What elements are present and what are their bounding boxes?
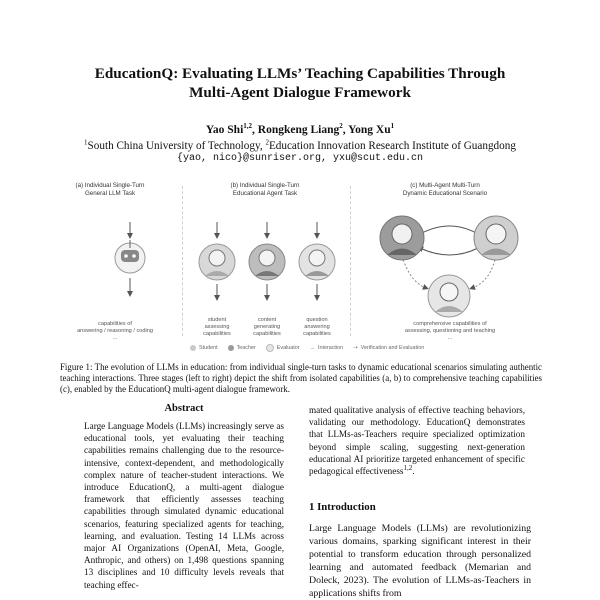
section-heading-introduction: 1 Introduction bbox=[309, 501, 376, 513]
legend-teacher: Teacher bbox=[228, 345, 256, 351]
panel-b-title: (b) Individual Single-Turn Educational Agent Task bbox=[230, 182, 300, 197]
student-avatar-icon bbox=[474, 216, 518, 260]
evaluator-avatar-icon bbox=[428, 275, 470, 317]
robot-icon bbox=[115, 240, 145, 273]
affil-sup: 2 bbox=[265, 138, 269, 147]
panel-c-caption: comprehensive capabilities of assessing, questioning and teaching ... bbox=[404, 321, 496, 341]
author-sup: 1 bbox=[390, 122, 395, 131]
legend-verification: ⇢ Verification and Evaluation bbox=[353, 345, 425, 351]
teacher-avatar-icon bbox=[380, 216, 424, 260]
abstract-heading: Abstract bbox=[164, 403, 204, 414]
evaluator-avatar-icon bbox=[299, 244, 335, 280]
legend-evaluator: Evaluator bbox=[266, 344, 300, 352]
panel-b-caption-3: question answering capabilities bbox=[303, 317, 331, 337]
panel-a-drawing bbox=[115, 222, 145, 294]
student-avatar-icon bbox=[199, 244, 235, 280]
right-column bbox=[309, 404, 525, 477]
affiliations bbox=[0, 139, 600, 153]
paper-title bbox=[0, 64, 600, 102]
legend-student: Student bbox=[190, 345, 218, 351]
author-emails: {yao, nico}@sunriser.org, yxu@scut.edu.cn bbox=[176, 153, 424, 164]
legend-interaction: → Interaction bbox=[309, 345, 344, 351]
affiliation: South China University of Technology, bbox=[87, 140, 266, 152]
panel-c-drawing bbox=[380, 216, 518, 317]
panel-a-caption: capabilities of answering / reasoning / coding ... bbox=[77, 321, 153, 341]
panel-b-caption-2: content generating capabilities bbox=[253, 317, 281, 337]
figure-drawing bbox=[40, 178, 565, 338]
abstract-column bbox=[84, 403, 284, 591]
panel-b-caption-1: student assessing capabilities bbox=[203, 317, 231, 337]
panel-b-drawing bbox=[199, 222, 335, 298]
figure-legend bbox=[190, 344, 450, 352]
author-list: Yao Shi$^{1,2}$, Rongkeng Liang$^2$, Yong Xu$^1$ bbox=[205, 122, 395, 136]
title-line-1: EducationQ: Evaluating LLMs’ Teaching Capabilities Through bbox=[94, 65, 506, 82]
teacher-avatar-icon bbox=[249, 244, 285, 280]
figure-1 bbox=[40, 178, 565, 358]
affiliation: Education Innovation Research Institute of Guangdong bbox=[268, 140, 516, 152]
introduction-text: Large Language Models (LLMs) are revolutionizing various domains, sparking significant interest in their potential to transform education through personalized learning and automated feedback (Memarian and Doleck, 2023). The evolution of LLMs-as-Teachers in applications shifts from bbox=[309, 523, 531, 599]
figure-caption: Figure 1: The evolution of LLMs in education: from individual single-turn tasks to dynamic educational scenarios simulating authentic teaching interactions. Three stages (left to right) depict the shift from isolated capabilities (a, b) to comprehensive teaching capabilities (c), enabled by the EducationQ multi-agent dialogue framework. bbox=[60, 362, 542, 395]
author-name: Yao Shi bbox=[205, 124, 244, 136]
author-sup: 2 bbox=[339, 122, 343, 131]
panel-c-title: (c) Multi-Agent Multi-Turn Dynamic Educational Scenario bbox=[402, 182, 488, 197]
affil-sup: 1 bbox=[84, 138, 88, 147]
panel-a-title: (a) Individual Single-Turn General LLM Task bbox=[75, 182, 145, 197]
title-line-2: Multi-Agent Dialogue Framework bbox=[189, 84, 411, 101]
author-sup: 1,2 bbox=[243, 122, 253, 131]
right-column-text: mated qualitative analysis of effective teaching behaviors, validating our methodology. EducationQ demonstrates that LLMs-as-Teachers require specialized optimization beyond simple scaling, suggesting next-generation educational AI prioritize targeted enhancement of specific pedagogical effectiveness$^{1,2}$. bbox=[309, 405, 525, 477]
author-name: Yong Xu bbox=[348, 124, 391, 136]
abstract-text: Large Language Models (LLMs) increasingly serve as educational tools, yet evaluating their teaching capabilities remains challenging due to the resource-intensive, context-dependent, and methodologically complex nature of teacher-student interactions. We introduce EducationQ, a multi-agent dialogue framework that efficiently assesses teaching capabilities through simulated dynamic educational scenarios, featuring specialized agents for teaching, learning, and evaluation. Testing 14 LLMs across major AI Organizations (OpenAI, Meta, Google, Anthropic, and others) on 1,498 questions spanning 13 disciplines and 10 difficulty levels reveals that teaching effec- bbox=[84, 421, 284, 590]
author-name: Rongkeng Liang bbox=[257, 124, 340, 136]
